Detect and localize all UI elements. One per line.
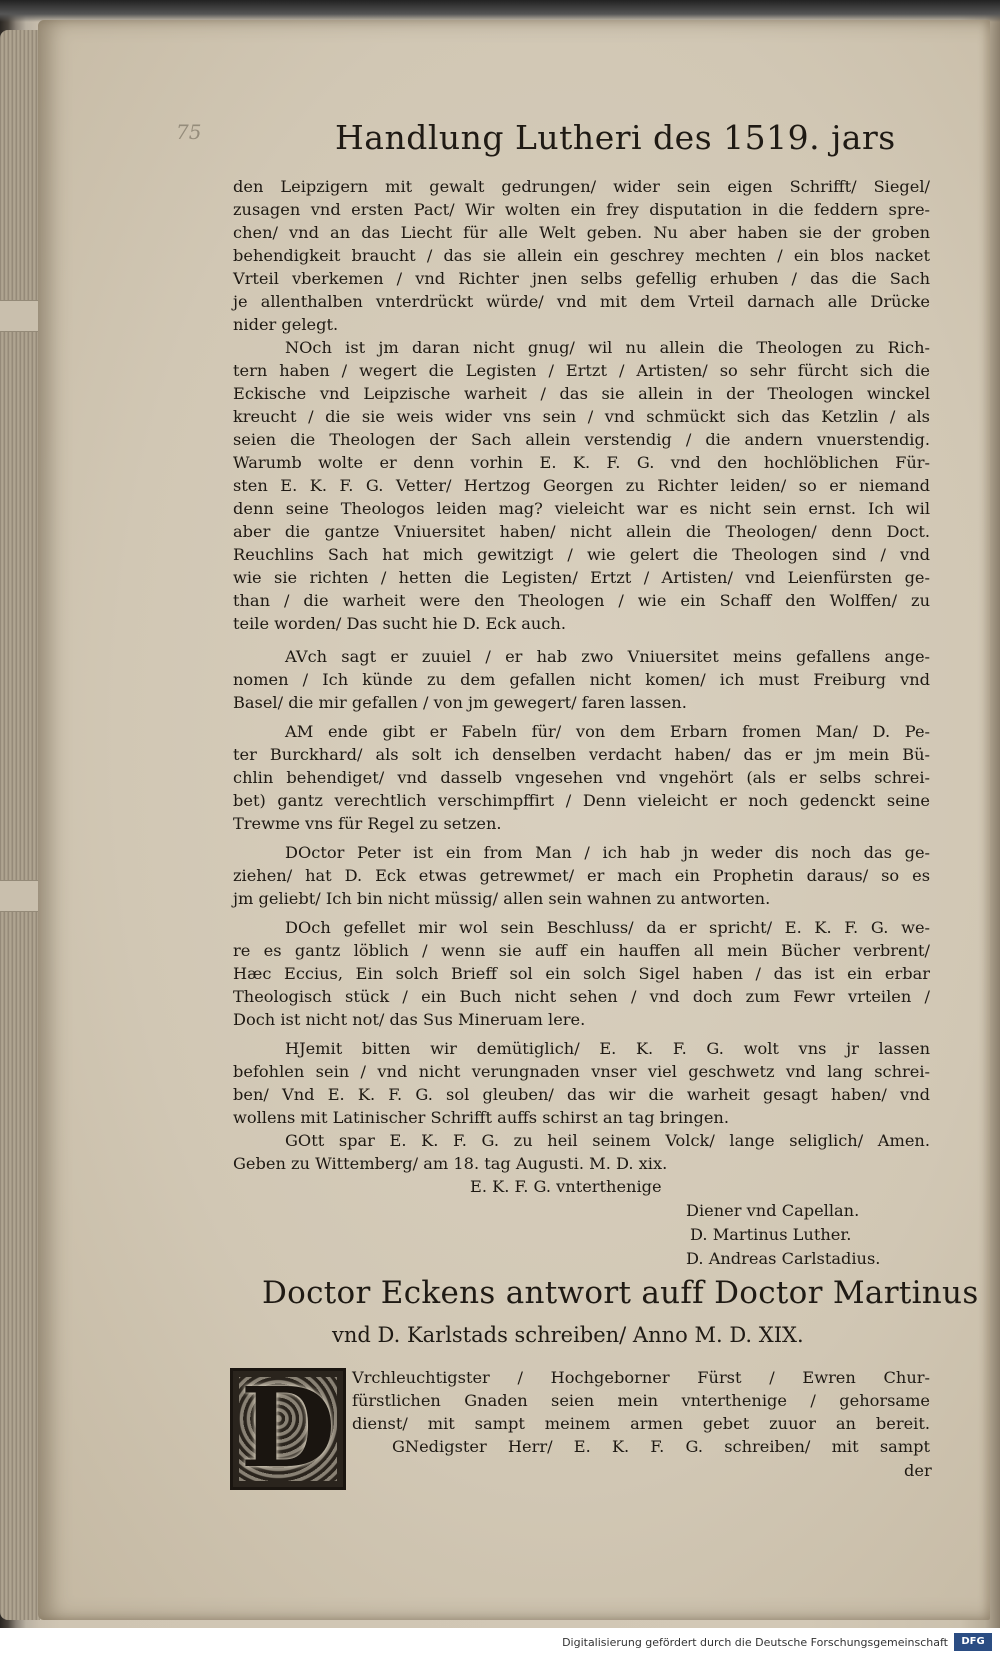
body-line: Reuchlins Sach hat mich gewitzigt / wie gelert die Theologen sind / vnd xyxy=(233,545,930,564)
body-line: befohlen sein / vnd nicht verungnaden vnser viel geschwetz vnd lang schrei- xyxy=(233,1062,930,1081)
body-line: Eckische vnd Leipzische warheit / das sie allein in der Theologen winckel xyxy=(233,384,930,403)
body-line: nomen / Ich künde zu dem gefallen nicht komen/ ich must Freiburg vnd xyxy=(233,670,930,689)
footer-bar xyxy=(0,1628,1000,1656)
initial-letter: D xyxy=(240,1363,336,1492)
body-line: GNedigster Herr/ E. K. F. G. schreiben/ mit sampt xyxy=(392,1437,930,1456)
body-line: teile worden/ Das sucht hie D. Eck auch. xyxy=(233,614,566,633)
body-line: jm geliebt/ Ich bin nicht müssig/ allen sein wahnen zu antworten. xyxy=(233,889,771,908)
body-line: Geben zu Wittemberg/ am 18. tag Augusti. M. D. xix. xyxy=(233,1154,668,1173)
running-head: Handlung Lutheri des 1519. jars xyxy=(335,118,896,157)
body-line: bet) gantz verechtlich verschimpffirt / Denn vieleicht er noch gedenckt seine xyxy=(233,791,930,810)
body-line: AVch sagt er zuuiel / er hab zwo Vniuersitet meins gefallens ange- xyxy=(285,647,930,666)
body-line: kreucht / die sie weis wider vns sein / vnd schmückt sich das Ketzlin / als xyxy=(233,407,930,426)
body-line: Basel/ die mir gefallen / von jm gewegert/ faren lassen. xyxy=(233,693,687,712)
body-line: Trewme vns für Regel zu setzen. xyxy=(233,814,502,833)
body-line: ben/ Vnd E. K. F. G. sol gleuben/ das wir die warheit gesagt haben/ vnd xyxy=(233,1085,930,1104)
dfg-logo: DFG xyxy=(954,1633,992,1651)
body-line: NOch ist jm daran nicht gnug/ wil nu allein die Theologen zu Rich- xyxy=(285,338,930,357)
page-stack-edge xyxy=(0,30,40,1620)
signature-line: D. Andreas Carlstadius. xyxy=(686,1249,881,1268)
book-top-edge xyxy=(0,0,1000,22)
body-line: ziehen/ hat D. Eck etwas getrewmet/ er mach ein Prophetin daraus/ so es xyxy=(233,866,930,885)
body-line: aber die gantze Vniuersitet haben/ nicht allein die Theologen/ denn Doct. xyxy=(233,522,930,541)
catchword: der xyxy=(904,1461,932,1480)
body-line: DOch gefellet mir wol sein Beschluss/ da er spricht/ E. K. F. G. we- xyxy=(285,918,930,937)
signature-line: E. K. F. G. vnterthenige xyxy=(470,1177,662,1196)
body-line: sten E. K. F. G. Vetter/ Hertzog Georgen zu Richter leiden/ so er niemand xyxy=(233,476,930,495)
body-line: Vrchleuchtigster / Hochgeborner Fürst / Ewren Chur- xyxy=(352,1368,930,1387)
body-line: seien die Theologen der Sach allein verstendig / die andern vnuerstendig. xyxy=(233,430,930,449)
body-line: ter Burckhard/ als solt ich denselben verdacht haben/ das er jm mein Bü- xyxy=(233,745,930,764)
section-subheading: vnd D. Karlstads schreiben/ Anno M. D. XIX. xyxy=(332,1323,804,1347)
body-line: Hæc Eccius, Ein solch Brieff sol ein solch Sigel haben / das ist ein erbar xyxy=(233,964,930,983)
funding-credit: Digitalisierung gefördert durch die Deutsche Forschungsgemeinschaft xyxy=(562,1636,948,1649)
decorated-initial xyxy=(230,1363,346,1492)
body-line: Vrteil vberkemen / vnd Richter jnen selbs gefellig erhuben / das die Sach xyxy=(233,269,930,288)
body-line: zusagen vnd ersten Pact/ Wir wolten ein frey disputation in die feddern spre- xyxy=(233,200,930,219)
body-line: tern haben / wegert die Legisten / Ertzt / Artisten/ so sehr fürcht sich die xyxy=(233,361,930,380)
body-line: DOctor Peter ist ein from Man / ich hab jn weder dis noch das ge- xyxy=(285,843,930,862)
section-heading: Doctor Eckens antwort auff Doctor Martinus xyxy=(262,1275,979,1311)
body-line: chen/ vnd an das Liecht für alle Welt geben. Nu aber haben sie der groben xyxy=(233,223,930,242)
body-line: AM ende gibt er Fabeln für/ von dem Erbarn fromen Man/ D. Pe- xyxy=(285,722,930,741)
body-line: chlin behendiget/ vnd dasselb vngesehen vnd vngehört (als er selbs schrei- xyxy=(233,768,930,787)
body-line: GOtt spar E. K. F. G. zu heil seinem Volck/ lange seliglich/ Amen. xyxy=(285,1131,930,1150)
signature-mark: 75 xyxy=(176,120,202,144)
body-line: dienst/ mit sampt meinem armen gebet zuuor an bereit. xyxy=(352,1414,930,1433)
body-line: wollens mit Latinischer Schrifft auffs schirst an tag bringen. xyxy=(233,1108,729,1127)
body-line: Warumb wolte er denn vorhin E. K. F. G. vnd den hochlöblichen Für- xyxy=(233,453,930,472)
body-line: je allenthalben vnterdrückt würde/ vnd mit dem Vrteil darnach alle Drücke xyxy=(233,292,930,311)
body-line: re es gantz löblich / wenn sie auff ein hauffen all mein Bücher verbrent/ xyxy=(233,941,930,960)
signature-line: Diener vnd Capellan. xyxy=(686,1201,860,1220)
body-line: Theologisch stück / ein Buch nicht sehen / vnd doch zum Fewr vrteilen / xyxy=(233,987,930,1006)
body-line: Doch ist nicht not/ das Sus Mineruam lere. xyxy=(233,1010,586,1029)
body-line: wie sie richten / hetten die Legisten/ Ertzt / Artisten/ vnd Leienfürsten ge- xyxy=(233,568,930,587)
body-line: den Leipzigern mit gewalt gedrungen/ wider sein eigen Schrifft/ Siegel/ xyxy=(233,177,930,196)
body-line: behendigkeit braucht / das sie allein ein geschrey mechten / ein blos nacket xyxy=(233,246,930,265)
body-line: denn seine Theologos leiden mag? vieleicht war es nicht sein ernst. Ich wil xyxy=(233,499,930,518)
body-line: than / die warheit were den Theologen / wie ein Schaff den Wolffen/ zu xyxy=(233,591,930,610)
body-line: fürstlichen Gnaden seien mein vnterthenige / gehorsame xyxy=(352,1391,930,1410)
signature-line: D. Martinus Luther. xyxy=(690,1225,852,1244)
body-line: nider gelegt. xyxy=(233,315,339,334)
body-line: HJemit bitten wir demütiglich/ E. K. F. G. wolt vns jr lassen xyxy=(285,1039,930,1058)
